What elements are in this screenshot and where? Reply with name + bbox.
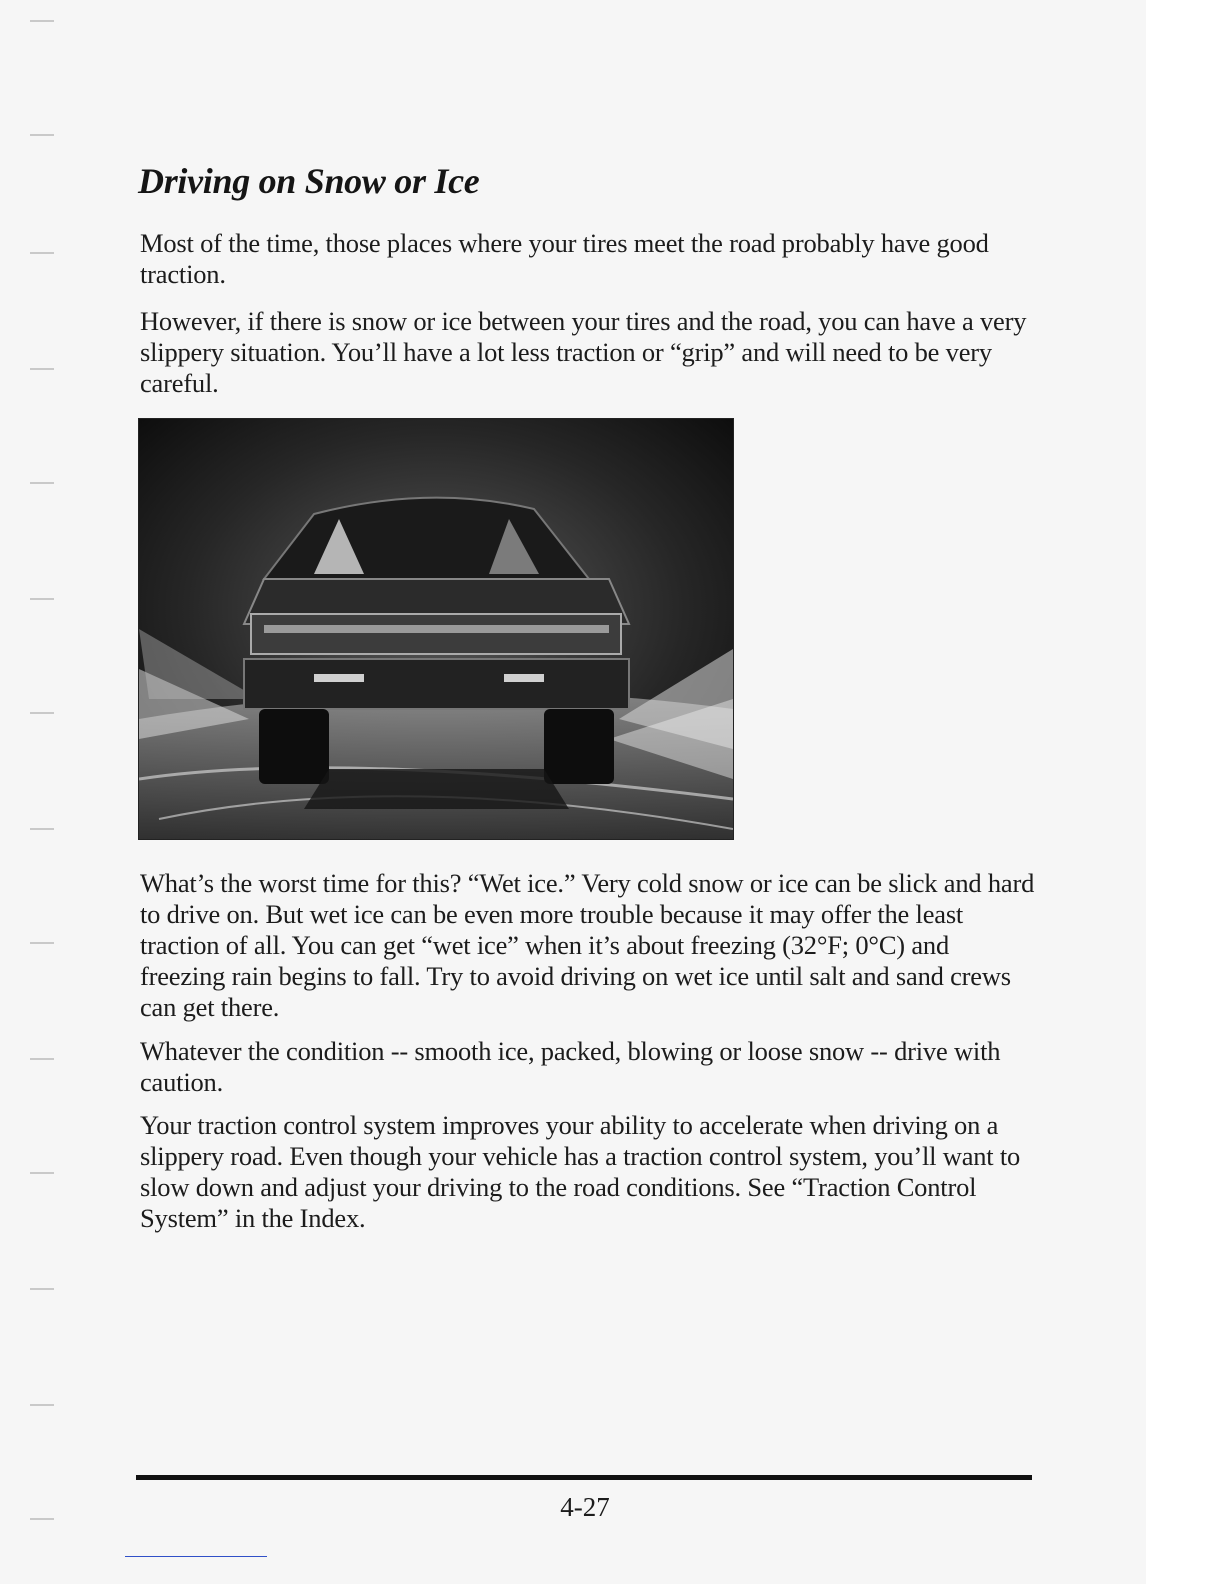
margin-tick: [30, 712, 54, 714]
margin-tick: [30, 368, 54, 370]
section-heading: Driving on Snow or Ice: [138, 161, 480, 201]
margin-tick: [30, 134, 54, 136]
margin-tick: [30, 1518, 54, 1520]
paragraph-wet-ice: What’s the worst time for this? “Wet ice.” Very cold snow or ice can be slick and hard to drive on. But wet ice can be even more trouble because it may offer the least traction of all. You can get “wet ice” when it’s about freezing (32°F; 0°C) and freezing rain begins to fall. Try to avoid driving on wet ice until salt and sand crews can get there.: [140, 868, 1035, 1022]
margin-tick: [30, 482, 54, 484]
bottom-underline-mark: [125, 1556, 267, 1557]
margin-tick: [30, 1172, 54, 1174]
margin-tick: [30, 942, 54, 944]
paragraph-traction-control: Your traction control system improves your ability to accelerate when driving on a slippery road. Even though your vehicle has a traction control system, you’ll want to slow down and adjust your driving to the road conditions. See “Traction Control System” in the Index.: [140, 1110, 1021, 1233]
margin-tick: [30, 20, 54, 22]
paragraph-traction-intro: Most of the time, those places where your tires meet the road probably have good traction.: [140, 228, 989, 289]
paragraph-caution: Whatever the condition -- smooth ice, packed, blowing or loose snow -- drive with caution.: [140, 1036, 1001, 1097]
margin-tick: [30, 1058, 54, 1060]
margin-tick: [30, 1404, 54, 1406]
paragraph-slippery-warning: However, if there is snow or ice between your tires and the road, you can have a very slippery situation. You’ll have a lot less traction or “grip” and will need to be very careful.: [140, 306, 1027, 398]
margin-tick: [30, 252, 54, 254]
page-number: 4-27: [560, 1492, 610, 1522]
margin-tick: [30, 828, 54, 830]
margin-tick: [30, 598, 54, 600]
car-on-ice-illustration: [138, 418, 734, 840]
margin-tick: [30, 1288, 54, 1290]
car-on-ice-drawing: [139, 419, 733, 839]
footer-rule: [136, 1475, 1032, 1480]
